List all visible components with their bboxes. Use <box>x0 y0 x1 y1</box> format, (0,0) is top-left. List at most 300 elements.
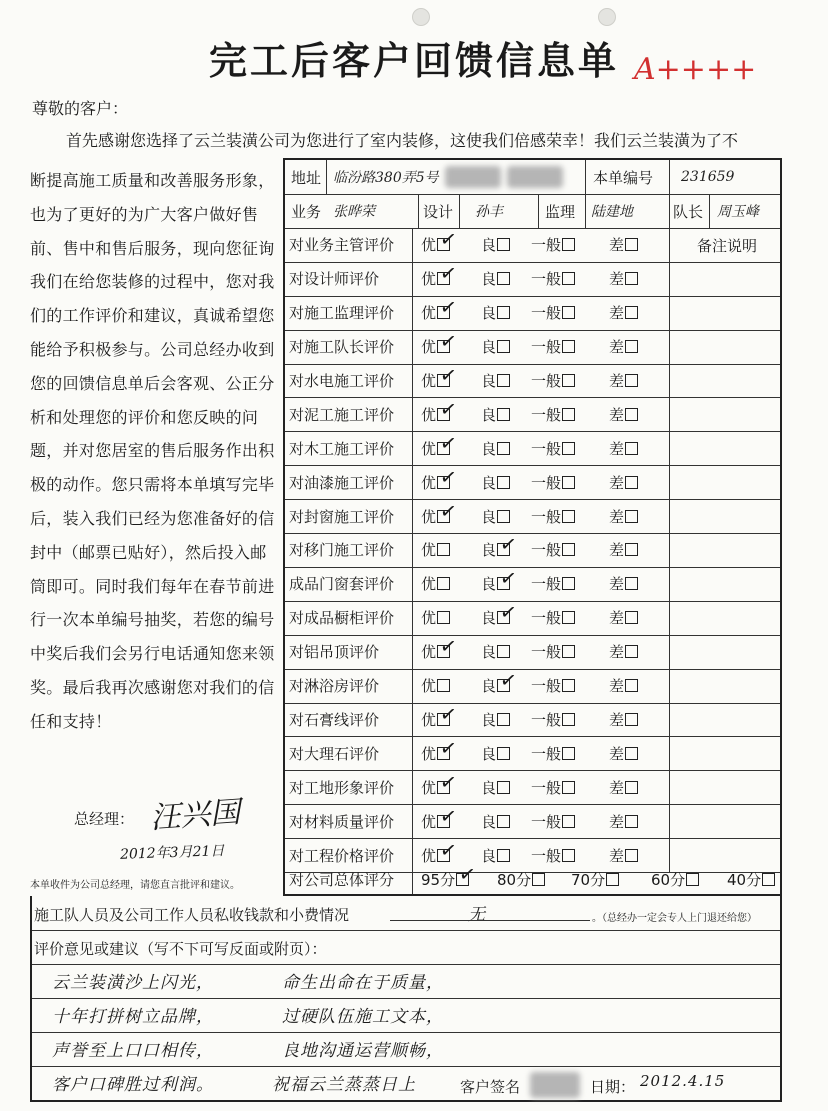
overall-option-label: 95分 <box>421 870 456 889</box>
rating-option-normal[interactable] <box>531 228 575 262</box>
check-mark-icon: ✓ <box>498 565 519 592</box>
rating-option-label: 优 <box>421 507 437 526</box>
rating-option-good[interactable] <box>481 703 510 737</box>
rating-option-poor[interactable] <box>609 770 638 804</box>
checkbox[interactable] <box>625 577 638 590</box>
rating-option-label: 良 <box>481 507 497 526</box>
rating-option-excellent[interactable] <box>421 328 459 364</box>
rating-item-label: 对泥工施工评价 <box>289 405 395 424</box>
rating-option-label: 良 <box>481 609 497 628</box>
rating-option-good[interactable] <box>481 770 510 804</box>
rating-item-label: 对业务主管评价 <box>289 236 395 255</box>
checkbox[interactable] <box>497 510 510 523</box>
check-mark-icon: ✓ <box>438 802 459 829</box>
checkbox[interactable] <box>625 476 638 489</box>
staff-row <box>285 194 780 229</box>
checkbox[interactable] <box>625 543 638 556</box>
rating-option-normal[interactable] <box>531 465 575 499</box>
rating-option-good[interactable] <box>481 228 510 262</box>
rating-option-label: 优 <box>421 338 437 357</box>
checkbox[interactable] <box>562 238 575 251</box>
comment-2a: 十年打拼树立品牌， <box>52 1007 214 1027</box>
rating-option-poor[interactable] <box>609 228 638 262</box>
rating-row <box>285 804 780 839</box>
rating-option-label: 一般 <box>531 609 562 628</box>
rating-option-excellent[interactable] <box>421 734 459 770</box>
rating-option-excellent[interactable] <box>421 533 450 567</box>
rating-option-label: 差 <box>609 338 625 357</box>
rating-option-good[interactable] <box>481 736 510 770</box>
rating-option-good[interactable] <box>481 635 510 669</box>
fees-row <box>32 896 780 931</box>
rating-option-label: 一般 <box>531 812 562 831</box>
rating-option-poor[interactable] <box>609 567 638 601</box>
checkbox[interactable] <box>437 294 459 321</box>
check-mark-icon: ✓ <box>438 700 459 728</box>
checkbox[interactable] <box>562 476 575 489</box>
comment-3a: 声誉至上口口相传， <box>52 1041 214 1061</box>
rating-option-label: 差 <box>609 270 625 289</box>
rating-option-poor[interactable] <box>609 296 638 330</box>
rating-option-label: 差 <box>609 236 625 255</box>
rating-item-label: 对木工施工评价 <box>289 439 395 458</box>
rating-option-label: 优 <box>421 812 437 831</box>
rating-option-label: 差 <box>609 643 625 662</box>
rating-option-label: 差 <box>609 372 625 391</box>
rating-option-label: 优 <box>421 710 437 729</box>
rating-item-label: 对铝吊顶评价 <box>289 643 380 662</box>
fees-value[interactable]: 无 <box>468 905 485 925</box>
check-mark-icon: ✓ <box>438 497 459 524</box>
checkbox[interactable] <box>437 361 459 389</box>
checkbox[interactable] <box>606 873 619 886</box>
rating-option-normal[interactable] <box>531 703 575 737</box>
rating-option-poor[interactable] <box>609 635 638 669</box>
rating-option-label: 优 <box>421 541 437 560</box>
checkbox[interactable] <box>497 238 510 251</box>
checkbox[interactable] <box>625 781 638 794</box>
check-mark-icon: ✓ <box>438 361 459 389</box>
supervisor-value[interactable]: 陆建地 <box>591 204 633 220</box>
checkbox[interactable] <box>456 860 478 887</box>
rating-row <box>285 736 780 771</box>
general-manager-signature: 汪兴国 <box>149 794 242 837</box>
rating-row <box>285 635 780 670</box>
checkbox[interactable] <box>437 633 459 660</box>
checkbox[interactable] <box>497 374 510 387</box>
rating-option-label: 优 <box>421 405 437 424</box>
checkbox[interactable] <box>437 328 459 355</box>
rating-option-poor[interactable] <box>609 262 638 296</box>
form-title: 完工后客户回馈信息单 <box>208 39 619 83</box>
checkbox[interactable] <box>562 442 575 455</box>
rating-option-label: 优 <box>421 270 437 289</box>
rating-option-poor[interactable] <box>609 397 638 431</box>
checkbox[interactable] <box>437 611 450 624</box>
rating-option-good[interactable] <box>481 531 519 567</box>
rating-option-poor[interactable] <box>609 736 638 770</box>
rating-option-excellent[interactable] <box>421 463 459 499</box>
checkbox[interactable] <box>497 713 510 726</box>
checkbox[interactable] <box>562 510 575 523</box>
overall-option[interactable] <box>421 860 478 894</box>
rating-option-good[interactable] <box>481 262 510 296</box>
rating-option-normal[interactable] <box>531 770 575 804</box>
rating-option-poor[interactable] <box>609 330 638 364</box>
checkbox[interactable] <box>437 543 450 556</box>
overall-option[interactable] <box>497 864 545 894</box>
address-value[interactable]: 临汾路380弄5号 <box>333 160 563 194</box>
rating-option-excellent[interactable] <box>421 700 459 737</box>
rating-option-label: 良 <box>481 846 497 865</box>
comment-line-4 <box>32 1066 780 1100</box>
checkbox[interactable] <box>437 429 459 456</box>
rating-option-good[interactable] <box>481 330 510 364</box>
rating-option-label: 一般 <box>531 338 562 357</box>
checkbox[interactable] <box>562 306 575 319</box>
rating-option-label: 差 <box>609 575 625 594</box>
rating-option-label: 差 <box>609 677 625 696</box>
rating-option-label: 良 <box>481 439 497 458</box>
rating-option-normal[interactable] <box>531 397 575 431</box>
captain-value[interactable]: 周玉峰 <box>717 204 759 220</box>
check-mark-icon: ✓ <box>457 860 478 887</box>
rating-option-excellent[interactable] <box>421 633 459 669</box>
checkbox[interactable] <box>562 272 575 285</box>
rating-option-excellent[interactable] <box>421 768 459 804</box>
rating-option-label: 一般 <box>531 439 562 458</box>
checkbox[interactable] <box>437 497 459 524</box>
rating-option-poor[interactable] <box>609 804 638 838</box>
checkbox[interactable] <box>532 873 545 886</box>
rating-option-normal[interactable] <box>531 804 575 838</box>
rating-option-label: 差 <box>609 744 625 763</box>
supervisor-label: 监理 <box>545 202 576 221</box>
check-mark-icon: ✓ <box>438 429 459 456</box>
check-mark-icon: ✓ <box>498 599 519 626</box>
rating-option-label: 优 <box>421 846 437 865</box>
check-mark-icon: ✓ <box>498 531 519 558</box>
rating-option-label: 差 <box>609 609 625 628</box>
checkbox[interactable] <box>437 679 450 692</box>
rating-option-poor[interactable] <box>609 533 638 567</box>
rating-row <box>285 262 780 297</box>
rating-option-excellent[interactable] <box>421 395 459 431</box>
checkbox[interactable] <box>437 395 459 422</box>
overall-option-label: 40分 <box>727 870 762 889</box>
rating-option-label: 优 <box>421 677 437 696</box>
rating-row <box>285 669 780 704</box>
checkbox[interactable] <box>497 667 519 694</box>
comment-4a: 客户口碑胜过利润。 <box>52 1075 214 1095</box>
checkbox[interactable] <box>562 679 575 692</box>
rating-item-label: 对移门施工评价 <box>289 541 395 560</box>
checkbox[interactable] <box>562 713 575 726</box>
comment-4b: 祝福云兰蒸蒸日上 <box>272 1075 416 1095</box>
checkbox[interactable] <box>497 849 510 862</box>
checkbox[interactable] <box>562 849 575 862</box>
overall-option[interactable] <box>651 864 699 894</box>
checkbox[interactable] <box>497 815 510 828</box>
rating-option-label: 差 <box>609 812 625 831</box>
rating-item-label: 对施工监理评价 <box>289 304 395 323</box>
rating-option-good[interactable] <box>481 499 510 533</box>
checkbox[interactable] <box>497 599 519 626</box>
checkbox[interactable] <box>625 849 638 862</box>
overall-option-label: 70分 <box>571 870 606 889</box>
checkbox[interactable] <box>562 340 575 353</box>
rating-item-label: 对水电施工评价 <box>289 372 395 391</box>
rating-option-label: 差 <box>609 507 625 526</box>
rating-option-good[interactable] <box>481 804 510 838</box>
rating-option-label: 一般 <box>531 677 562 696</box>
checkbox[interactable] <box>437 463 459 490</box>
checkbox[interactable] <box>562 577 575 590</box>
remarks-header: 备注说明 <box>697 236 758 255</box>
rating-row <box>285 567 780 602</box>
rating-option-label: 差 <box>609 304 625 323</box>
checkbox[interactable] <box>562 747 575 760</box>
rating-item-label: 对淋浴房评价 <box>289 677 380 696</box>
rating-option-label: 良 <box>481 405 497 424</box>
overall-option-label: 80分 <box>497 870 532 889</box>
checkbox[interactable] <box>437 734 459 761</box>
rating-row <box>285 431 780 466</box>
rating-item-label: 对材料质量评价 <box>289 812 395 831</box>
checkbox[interactable] <box>497 272 510 285</box>
rating-option-normal[interactable] <box>531 330 575 364</box>
check-mark-icon: ✓ <box>438 226 459 253</box>
checkbox[interactable] <box>437 700 459 728</box>
rating-option-label: 一般 <box>531 270 562 289</box>
rating-item-label: 对施工队长评价 <box>289 338 395 357</box>
rating-option-label: 一般 <box>531 405 562 424</box>
rating-row <box>285 361 780 399</box>
rating-option-label: 一般 <box>531 710 562 729</box>
rating-item-label: 对成品橱柜评价 <box>289 609 395 628</box>
rating-option-normal[interactable] <box>531 364 575 398</box>
rating-option-poor[interactable] <box>609 703 638 737</box>
checkbox[interactable] <box>437 768 459 795</box>
form-number-label: 本单编号 <box>593 168 654 187</box>
rating-option-label: 良 <box>481 372 497 391</box>
checkbox[interactable] <box>497 442 510 455</box>
address-row <box>285 160 780 195</box>
sales-value[interactable]: 张晔荣 <box>333 204 375 220</box>
rating-option-poor[interactable] <box>609 364 638 398</box>
redacted-signature <box>530 1072 580 1098</box>
rating-option-label: 优 <box>421 575 437 594</box>
checkbox[interactable] <box>625 238 638 251</box>
rating-row <box>285 296 780 331</box>
checkbox[interactable] <box>437 226 459 253</box>
check-mark-icon: ✓ <box>438 294 459 321</box>
rating-option-label: 优 <box>421 744 437 763</box>
rating-row <box>285 700 780 738</box>
general-manager-label: 总经理： <box>74 810 135 828</box>
rating-option-label: 良 <box>481 338 497 357</box>
rating-option-excellent[interactable] <box>421 567 450 601</box>
rating-option-good[interactable] <box>481 296 510 330</box>
rating-option-label: 差 <box>609 405 625 424</box>
rating-option-excellent[interactable] <box>421 361 459 398</box>
checkbox[interactable] <box>625 272 638 285</box>
rating-option-label: 一般 <box>531 643 562 662</box>
rating-option-poor[interactable] <box>609 499 638 533</box>
check-mark-icon: ✓ <box>438 768 459 795</box>
rating-option-good[interactable] <box>481 599 519 635</box>
checkbox[interactable] <box>437 802 459 829</box>
rating-option-excellent[interactable] <box>421 601 450 635</box>
rating-row <box>285 601 780 636</box>
checkbox[interactable] <box>625 747 638 760</box>
rating-option-poor[interactable] <box>609 465 638 499</box>
rating-option-label: 差 <box>609 439 625 458</box>
rating-option-label: 一般 <box>531 846 562 865</box>
rating-option-good[interactable] <box>481 565 519 601</box>
checkbox[interactable] <box>562 781 575 794</box>
checkbox[interactable] <box>437 577 450 590</box>
rating-item-label: 成品门窗套评价 <box>289 575 395 594</box>
checkbox[interactable] <box>497 476 510 489</box>
rating-option-poor[interactable] <box>609 669 638 703</box>
rating-option-label: 优 <box>421 439 437 458</box>
designer-label: 设计 <box>423 202 454 221</box>
rating-option-label: 优 <box>421 372 437 391</box>
rating-option-excellent[interactable] <box>421 260 459 296</box>
date-value[interactable]: 2012.4.15 <box>640 1072 726 1090</box>
rating-option-normal[interactable] <box>531 296 575 330</box>
checkbox[interactable] <box>625 679 638 692</box>
rating-option-label: 良 <box>481 744 497 763</box>
checkbox[interactable] <box>562 611 575 624</box>
checkbox[interactable] <box>562 645 575 658</box>
checkbox[interactable] <box>625 374 638 387</box>
form-number-value[interactable]: 231659 <box>681 169 735 185</box>
checkbox[interactable] <box>625 306 638 319</box>
rating-option-excellent[interactable] <box>421 294 459 330</box>
checkbox[interactable] <box>625 408 638 421</box>
checkbox[interactable] <box>437 836 459 863</box>
checkbox[interactable] <box>625 510 638 523</box>
check-mark-icon: ✓ <box>438 260 459 287</box>
sales-label: 业务 <box>291 202 322 221</box>
rating-option-good[interactable] <box>481 397 510 431</box>
rating-option-normal[interactable] <box>531 533 575 567</box>
address-label: 地址 <box>291 168 322 187</box>
rating-item-label: 对石膏线评价 <box>289 710 380 729</box>
punch-hole-left <box>412 8 430 26</box>
feedback-section <box>30 896 782 1102</box>
rating-option-label: 一般 <box>531 575 562 594</box>
rating-option-good[interactable] <box>481 431 510 465</box>
designer-value[interactable]: 孙丰 <box>475 204 503 220</box>
checkbox[interactable] <box>562 408 575 421</box>
signature-label: 客户签名 <box>460 1078 521 1096</box>
captain-label: 队长 <box>673 202 704 221</box>
rating-option-excellent[interactable] <box>421 802 459 838</box>
rating-option-excellent[interactable] <box>421 429 459 465</box>
rating-option-excellent[interactable] <box>421 497 459 533</box>
rating-option-normal[interactable] <box>531 669 575 703</box>
rating-option-label: 良 <box>481 541 497 560</box>
checkbox[interactable] <box>625 713 638 726</box>
overall-option[interactable] <box>727 864 775 894</box>
checkbox[interactable] <box>562 815 575 828</box>
rating-option-normal[interactable] <box>531 635 575 669</box>
grade-mark: A++++ <box>634 52 757 87</box>
checkbox[interactable] <box>625 442 638 455</box>
rating-option-poor[interactable] <box>609 431 638 465</box>
checkbox[interactable] <box>497 781 510 794</box>
rating-option-good[interactable] <box>481 667 519 703</box>
rating-option-label: 良 <box>481 236 497 255</box>
rating-item-label: 对封窗施工评价 <box>289 507 395 526</box>
checkbox[interactable] <box>497 565 519 592</box>
rating-option-label: 一般 <box>531 372 562 391</box>
rating-option-poor[interactable] <box>609 601 638 635</box>
rating-item-label: 对大理石评价 <box>289 744 380 763</box>
checkbox[interactable] <box>497 747 510 760</box>
comment-line-3 <box>32 1032 780 1067</box>
rating-option-label: 一般 <box>531 507 562 526</box>
checkbox[interactable] <box>497 408 510 421</box>
checkbox[interactable] <box>625 340 638 353</box>
checkbox[interactable] <box>625 815 638 828</box>
checkbox[interactable] <box>625 611 638 624</box>
rating-option-normal[interactable] <box>531 567 575 601</box>
checkbox[interactable] <box>437 260 459 287</box>
rating-option-normal[interactable] <box>531 601 575 635</box>
date-label: 日期： <box>590 1078 636 1096</box>
overall-label: 对公司总体评分 <box>289 870 395 889</box>
checkbox[interactable] <box>497 645 510 658</box>
checkbox[interactable] <box>625 645 638 658</box>
comment-2b: 过硬队伍施工文本， <box>282 1007 444 1027</box>
comments-label: 评价意见或建议（写不下可写反面或附页）： <box>34 940 327 958</box>
checkbox[interactable] <box>562 543 575 556</box>
rating-option-label: 差 <box>609 473 625 492</box>
rating-option-normal[interactable] <box>531 431 575 465</box>
footnote: 本单收件为公司总经理，请您直言批评和建议。 <box>30 880 240 891</box>
overall-option[interactable] <box>571 864 619 894</box>
comment-1a: 云兰装潢沙上闪光， <box>52 973 214 993</box>
checkbox[interactable] <box>497 531 519 558</box>
rating-option-normal[interactable] <box>531 499 575 533</box>
rating-option-label: 优 <box>421 778 437 797</box>
rating-option-excellent[interactable] <box>421 226 459 262</box>
rating-option-good[interactable] <box>481 465 510 499</box>
comment-3b: 良地沟通运营顺畅， <box>282 1041 444 1061</box>
rating-option-label: 良 <box>481 304 497 323</box>
checkbox[interactable] <box>762 873 775 886</box>
check-mark-icon: ✓ <box>438 328 459 355</box>
checkbox[interactable] <box>497 306 510 319</box>
rating-option-good[interactable] <box>481 364 510 398</box>
rating-option-label: 良 <box>481 270 497 289</box>
rating-option-normal[interactable] <box>531 736 575 770</box>
checkbox[interactable] <box>562 374 575 387</box>
rating-row <box>285 499 780 534</box>
checkbox[interactable] <box>686 873 699 886</box>
checkbox[interactable] <box>497 340 510 353</box>
rating-option-label: 良 <box>481 473 497 492</box>
rating-row <box>285 533 780 568</box>
rating-option-normal[interactable] <box>531 262 575 296</box>
rating-option-excellent[interactable] <box>421 669 450 703</box>
rating-row <box>285 397 780 432</box>
rating-option-label: 良 <box>481 710 497 729</box>
